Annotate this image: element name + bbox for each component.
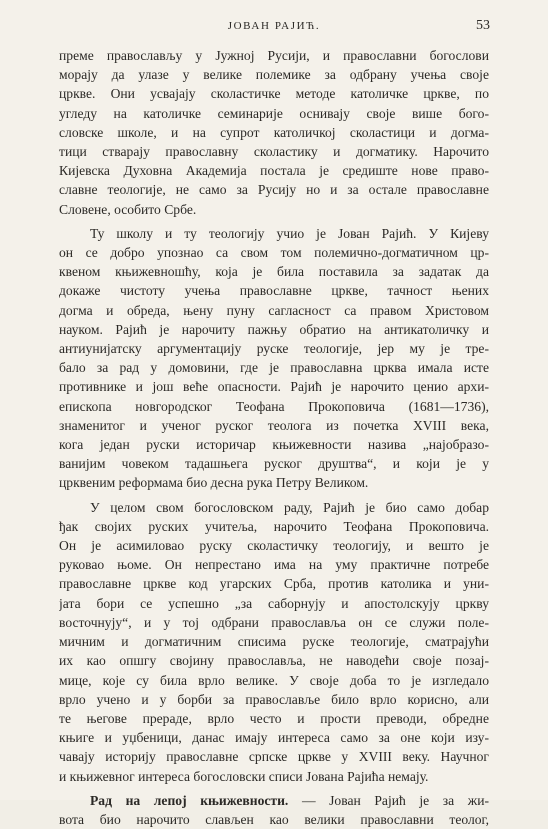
- text-line: [59, 791, 489, 810]
- paragraph: [59, 498, 489, 786]
- text-line: ванијим човеком тадашњега руског друштва“, и који је у: [59, 456, 489, 472]
- text-line: восточнују“, и у тој одбрани православља он се служи поле-: [59, 614, 489, 630]
- running-head: ЈОВАН РАЈИЋ.: [227, 20, 321, 32]
- text-line: јата бори се успешно „за саборнују и апостолскују цркву: [59, 595, 489, 611]
- text-line: знаменитог и ученог руског теолога из почетка XVIII века,: [59, 417, 489, 433]
- paragraph: [59, 791, 489, 829]
- text-line: преме православљу у Јужној Русији, и православни богослови: [59, 48, 489, 63]
- text-line: докаже чистоту учења православне цркве, тачност њених: [59, 283, 489, 299]
- text-line: Кијевска Духовна Академија постала је средиште нове право-: [59, 163, 489, 179]
- text-line: он се добро упознао са свом том полемично-догматичном цр-: [59, 245, 489, 261]
- paragraphs: [59, 46, 489, 829]
- text-line: тици стварају православну сколастику и догматику. Нарочито: [59, 144, 489, 160]
- text-line: црквеним реформама био десна рука Петру Великом.: [59, 475, 369, 491]
- page-number: 53: [476, 18, 490, 33]
- text-line: догма и обреда, њену пуну сагласност са правом Христовом: [59, 302, 489, 318]
- text-line: Ту школу и ту теологију учио је Јован Рајић. У Кијеву: [90, 225, 489, 241]
- text-line: вота био нарочито слављен као велики православни теолог,: [59, 811, 489, 827]
- text-line: словске школе, и на супрот католичкој сколастици и догма-: [59, 124, 489, 140]
- text-line: антиунијатску аргументацију руске теологије, јер му је тре-: [59, 341, 489, 357]
- text-line: славне теологије, не само за Русију но и за остале православне: [59, 182, 489, 198]
- text-line: цркве. Они усвајају сколастичке методе католичке цркве, по: [59, 86, 489, 102]
- text-line: мичним и догматичним списима руске теологије, сматрајући: [59, 634, 489, 650]
- heading-line-rest: — Јован Рајић је за жи-: [288, 792, 489, 808]
- text-line: чавају историју православне српске цркве у XVIII веку. Научног: [59, 749, 489, 765]
- text-line: врло учено и у борби за православље било врло корисно, али: [59, 691, 489, 707]
- body-text: [59, 46, 489, 829]
- text-line: књиге и уџбеници, данас имају интереса само за оне који изу-: [59, 730, 489, 746]
- text-line: ђак својих руских учитеља, нарочито Теофана Прокоповича.: [59, 518, 489, 534]
- text-line: те његове прераде, врло често и прости преводи, обредне: [59, 710, 489, 726]
- paragraph: [59, 224, 489, 493]
- text-line: противнике и још веће опасности. Рајић је нарочито ценио архи-: [59, 379, 489, 395]
- page-header: [58, 18, 490, 38]
- text-line: У целом свом богословском раду, Рајић је био само добар: [90, 499, 489, 515]
- section-heading: Рад на лепој књижевности.: [90, 792, 289, 808]
- text-line: науком. Рајић је нарочиту пажњу обратио на антикатоличку и: [59, 321, 489, 337]
- text-line: руковао њоме. Он непрестано има на уму практичне потребе: [59, 557, 489, 573]
- text-line: мице, које су била врло велике. У своје доба то је изгледало: [59, 672, 489, 688]
- text-line: и књижевног интереса богословски списи Јована Рајића немају.: [59, 768, 429, 784]
- text-line: кога један руски историчар књижевности назива „најобразо-: [59, 437, 489, 453]
- text-line: морају да улазе у велике полемике за одбрану учења своје: [59, 67, 489, 83]
- text-line: Он је асимиловао руску сколастичку теологију, и вешто је: [59, 538, 489, 554]
- text-line: угледу на католичке семинарије оснивају своје више бого-: [59, 105, 489, 121]
- text-line: Словене, особито Србе.: [59, 201, 197, 217]
- paragraph: [59, 46, 489, 219]
- text-line: их као опшгу својину православља, не наводећи своје позај-: [59, 653, 489, 669]
- text-line: епископа новгородског Теофана Прокоповича (1681—1736),: [59, 398, 489, 414]
- text-line: православне цркве код угарских Срба, против католика и уни-: [59, 576, 489, 592]
- text-line: квеном књижевношћу, која је била поставила за задатак да: [59, 264, 489, 280]
- text-line: бало за рад у домовини, где је православна црква имала исте: [59, 360, 489, 376]
